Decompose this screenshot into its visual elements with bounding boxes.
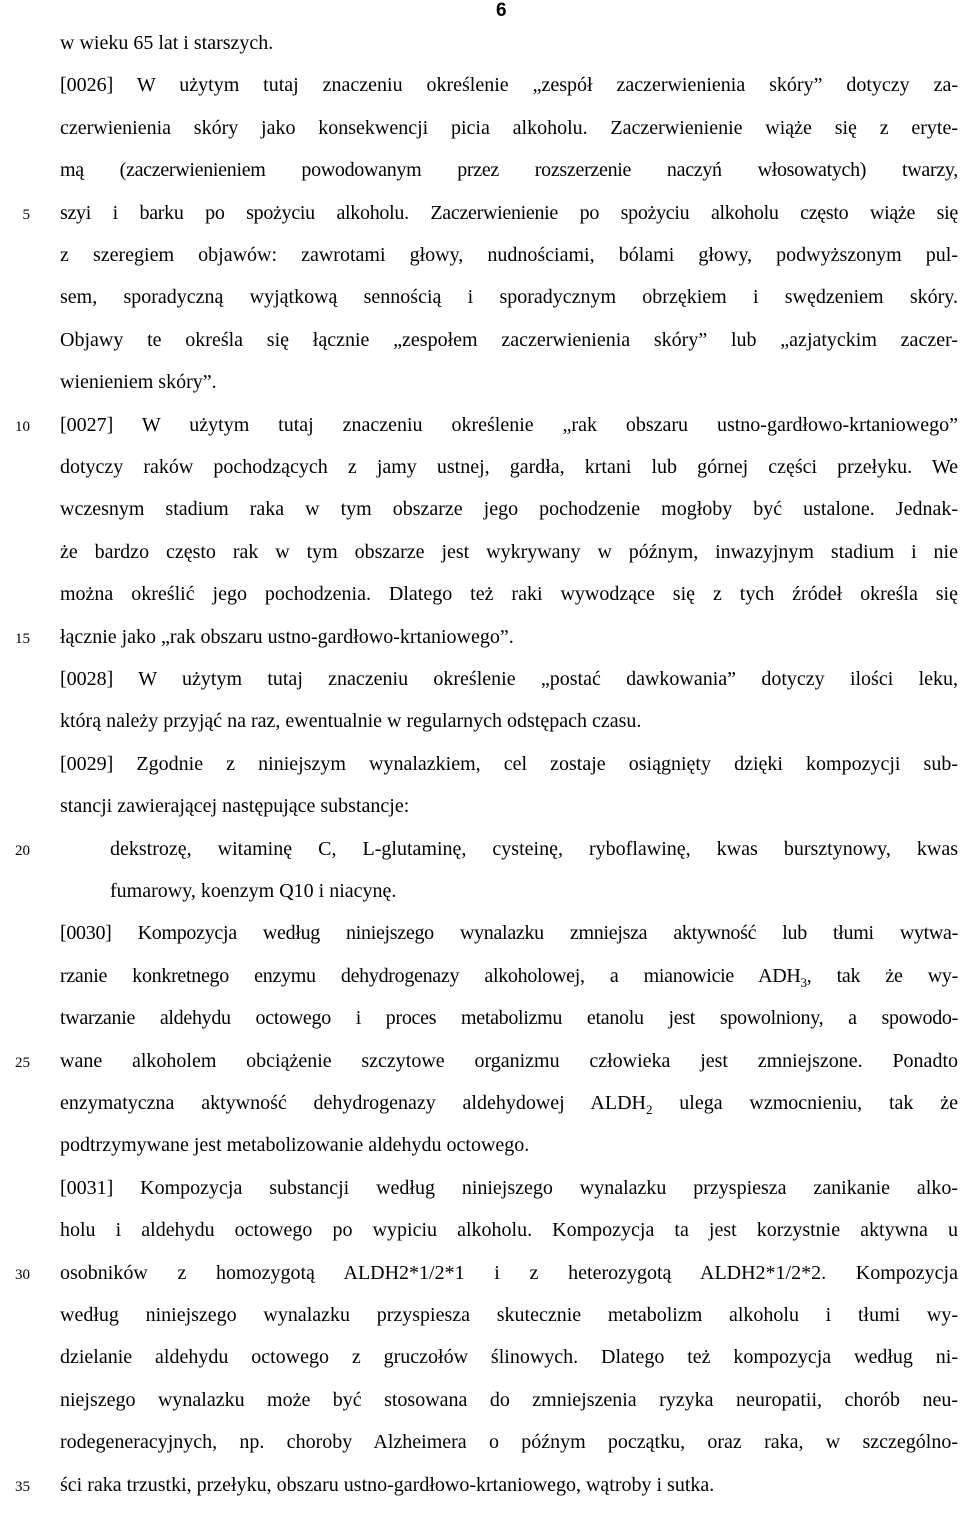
line-number-marker: 5 [22,206,30,223]
page-number: 6 [496,0,507,21]
text-line [60,367,958,397]
text-run: w wieku 65 lat i starszych. [60,32,274,54]
text-run: osobników z homozygotą ALDH2*1/2*1 i z heterozygotą ALDH2*1/2*2. Kompozycja [60,1261,958,1284]
text-run: łącznie jako „rak obszaru ustno-gardłowo-krtaniowego”. [60,625,514,648]
line-number-marker: 25 [15,1054,30,1071]
text-line [60,749,958,779]
text-run: Objawy te określa się łącznie „zespołem zaczerwienienia skóry” lub „azjatyckim zaczer- [60,328,958,351]
text-line [60,1215,958,1245]
text-run: [0026] W użytym tutaj znaczeniu określenie „zespół zaczerwienienia skóry” dotyczy za- [60,74,958,97]
text-run: rodegeneracyjnych, np. choroby Alzheimera o późnym początku, oraz raka, w szczególno- [60,1431,958,1454]
text-line [60,28,958,58]
line-number-marker: 30 [15,1266,30,1283]
text-line [60,664,958,694]
text-line [60,1470,958,1500]
text-run: sem, sporadyczną wyjątkową sennością i sporadycznym obrzękiem i swędzeniem skóry. [60,286,958,309]
text-run: [0030] Kompozycja według niniejszego wynalazku zmniejsza aktywność lub tłumi wytwa- [60,922,958,945]
text-line [60,494,958,524]
text-line [60,113,958,143]
text-line [60,70,958,100]
text-run: podtrzymywane jest metabolizowanie aldehydu octowego. [60,1134,530,1157]
text-run: [0031] Kompozycja substancji według niniejszego wynalazku przyspiesza zanikanie alko- [60,1176,958,1199]
text-run: wczesnym stadium raka w tym obszarze jego pochodzenie mogłoby być ustalone. Jednak- [60,498,958,521]
text-run: holu i aldehydu octowego po wypiciu alkoholu. Kompozycja ta jest korzystnie aktywna u [60,1219,958,1242]
text-line [60,706,958,736]
text-line [60,452,958,482]
text-run: mą (zaczerwienieniem powodowanym przez rozszerzenie naczyń włosowatych) twarzy, [60,159,958,182]
text-line [110,834,958,864]
text-line [60,1173,958,1203]
text-line [60,1300,958,1330]
text-line [110,876,958,906]
subscript: 3 [800,974,807,990]
line-number-marker: 20 [15,842,30,859]
text-line [60,1427,958,1457]
text-run: fumarowy, koenzym Q10 i niacynę. [110,880,397,902]
text-run: dekstrozę, witaminę C, L-glutaminę, cysteinę, ryboflawinę, kwas bursztynowy, kwas [110,837,958,860]
text-run: twarzanie aldehydu octowego i proces metabolizmu etanolu jest spowolniony, a spowodo- [60,1007,958,1030]
line-number-marker: 15 [15,630,30,647]
text-run: wienieniem skóry”. [60,371,217,394]
text-line [60,1258,958,1288]
text-line [60,961,958,991]
subscript: 2 [645,1102,653,1117]
text-run: [0027] W użytym tutaj znaczeniu określenie „rak obszaru ustno-gardłowo-krtaniowego” [60,413,958,436]
text-line [60,155,958,185]
text-line [60,1342,958,1372]
text-line [60,1130,958,1160]
text-line [60,918,958,948]
text-run: niejszego wynalazku może być stosowana do zmniejszenia ryzyka neuropatii, chorób neu- [60,1388,958,1411]
text-run: ulega wzmocnieniu, tak że [652,1092,958,1114]
text-run: [0029] Zgodnie z niniejszym wynalazkiem, cel zostaje osiągnięty dzięki kompozycji sub- [60,752,958,775]
text-line [60,325,958,355]
text-run: wane alkoholem obciążenie szczytowe organizmu człowieka jest zmniejszone. Ponadto [60,1049,958,1072]
text-run: ści raka trzustki, przełyku, obszaru ustno-gardłowo-krtaniowego, wątroby i sutka. [60,1473,715,1496]
text-line [60,791,958,821]
text-line [60,282,958,312]
text-line [60,1385,958,1415]
text-line [60,622,958,652]
text-run: według niniejszego wynalazku przyspiesza skutecznie metabolizm alkoholu i tłumi wy- [60,1304,958,1326]
line-number-marker: 35 [15,1478,30,1495]
text-run: enzymatyczna aktywność dehydrogenazy aldehydowej ALDH [60,1092,646,1114]
text-line [60,410,958,440]
text-line [60,579,958,609]
text-run: można określić jego pochodzenia. Dlatego też raki wywodzące się z tych źródeł określa się [60,583,958,606]
text-run: dzielanie aldehydu octowego z gruczołów ślinowych. Dlatego też kompozycja według ni- [60,1346,958,1369]
text-run: stancji zawierającej następujące substancje: [60,795,410,818]
text-line [60,537,958,567]
text-run: rzanie konkretnego enzymu dehydrogenazy alkoholowej, a mianowicie ADH [60,964,801,987]
text-run: z szeregiem objawów: zawrotami głowy, nudnościami, bólami głowy, podwyższonym pul- [60,244,958,266]
text-run: czerwienienia skóry jako konsekwencji picia alkoholu. Zaczerwienienie wiąże się z eryte- [60,116,958,139]
text-line [60,1003,958,1033]
text-run: szyi i barku po spożyciu alkoholu. Zaczerwienienie po spożyciu alkoholu często wiąże się [60,201,958,224]
text-line [60,1046,958,1076]
text-line [60,1088,958,1118]
text-run: [0028] W użytym tutaj znaczeniu określenie „postać dawkowania” dotyczy ilości leku, [60,668,958,690]
text-run: którą należy przyjąć na raz, ewentualnie w regularnych odstępach czasu. [60,710,642,733]
text-line [60,198,958,228]
text-run: dotyczy raków pochodzących z jamy ustnej, gardła, krtani lub górnej części przełyku. We [60,456,958,478]
text-run: że bardzo często rak w tym obszarze jest wykrywany w późnym, inwazyjnym stadium i nie [60,540,958,563]
line-number-marker: 10 [15,418,30,435]
text-line [60,240,958,270]
text-run: , tak że wy- [806,964,958,987]
